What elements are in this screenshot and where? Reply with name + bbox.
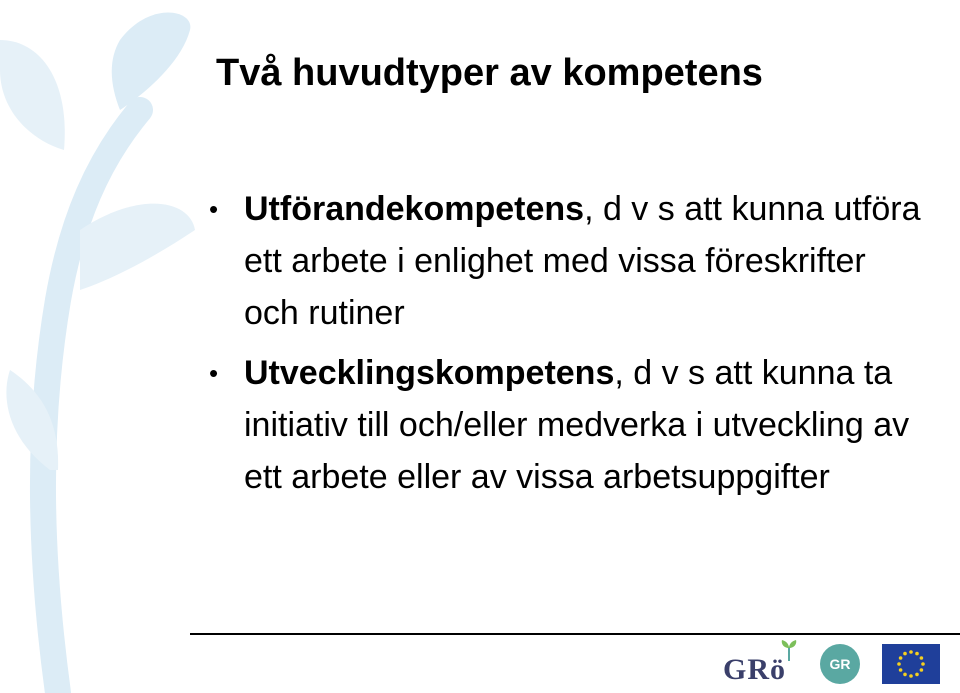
slide-title: Två huvudtyper av kompetens [216, 52, 763, 94]
decorative-plant-graphic [0, 0, 200, 693]
bullet-description: , d v s att kunna ta initiativ till och/eller medverka i utveckling av ett arbete eller av vissa arbetsuppgifter [244, 354, 910, 496]
bullet-dot: • [209, 358, 219, 388]
footer-logos [723, 638, 940, 690]
gro-logo-text: GRö [723, 653, 786, 686]
bullet-dot: • [209, 194, 219, 224]
bullet-text [244, 190, 920, 332]
bullet-term: Utvecklingskompetens [244, 354, 615, 392]
bullet-item-utforandekompetens [206, 183, 926, 339]
bullet-description: , d v s att kunna utföra ett arbete i enlighet med vissa föreskrifter och rutiner [244, 190, 921, 332]
plant-leaf-top [112, 13, 191, 111]
bullet-term: Utförandekompetens [244, 190, 585, 228]
sprout-icon [780, 639, 798, 661]
plant-leaf-right [80, 204, 195, 290]
bullet-text [244, 354, 909, 496]
bullet-list [206, 183, 926, 511]
gro-logo [723, 641, 798, 687]
plant-stem [43, 110, 140, 693]
gr-logo: GR [820, 644, 860, 684]
eu-flag-icon [882, 644, 940, 684]
bullet-item-utvecklingskompetens [206, 347, 926, 503]
plant-leaf-left [0, 40, 65, 150]
footer-divider [190, 633, 960, 635]
